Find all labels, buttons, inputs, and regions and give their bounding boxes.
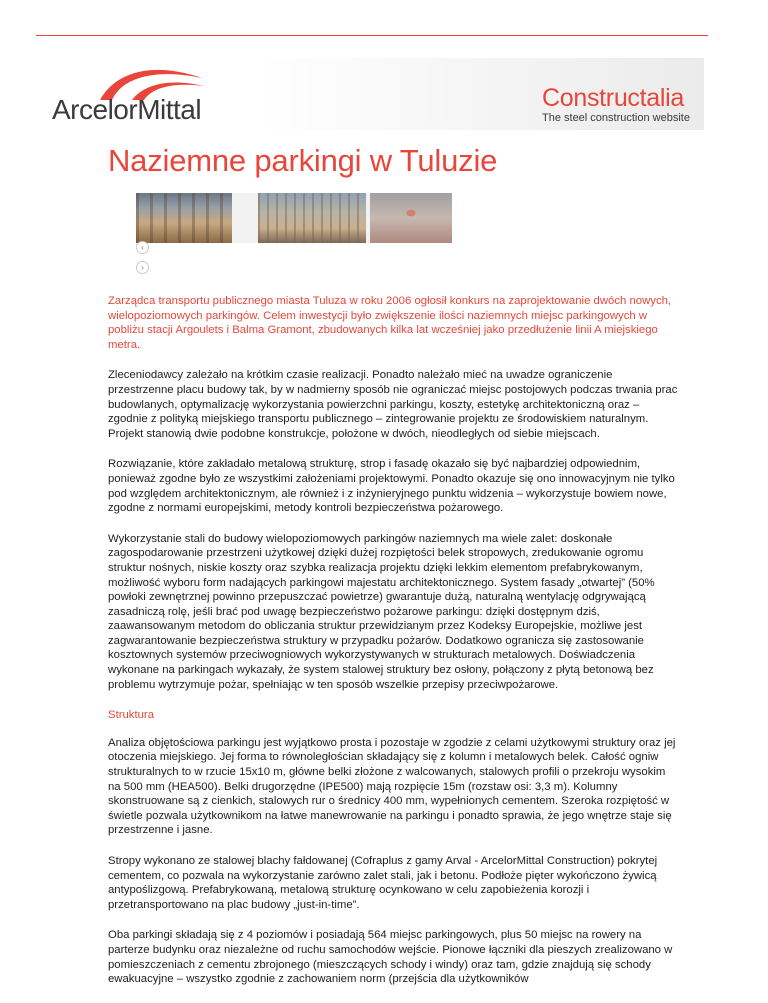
- chevron-right-icon: ›: [141, 263, 144, 272]
- gallery-next-button[interactable]: [136, 261, 149, 274]
- arcelormittal-wordmark: ArcelorMittal: [52, 94, 202, 125]
- constructalia-logo: Constructalia: [542, 84, 684, 112]
- gallery-thumbnail-1[interactable]: [136, 193, 232, 243]
- page-title: Naziemne parkingi w Tuluzie: [108, 143, 498, 178]
- chevron-left-icon: ‹: [141, 243, 144, 252]
- paragraph-2: Rozwiązanie, które zakładało metalową strukturę, strop i fasadę okazało się być najbardziej odpowiednim, ponieważ zgodne było ze wszystkimi założeniami projektowymi. Ponadto okazuje się ono innowacyjnym nie tylko pod względem architektonicznym, ale również i z inżynieryjnego punktu widzenia – wykorzystuje bowiem nowe, zgodne z normami europejskimi, metody kontroli bezpieczeństwa pożarowego.: [108, 458, 675, 515]
- paragraph-6: Oba parkingi składają się z 4 poziomów i posiadają 564 miejsc parkingowych, plus 50 miejsc na rowery na parterze budynku oraz niezależne od ruchu samochodów wejście. Pionowe łączniki dla pieszych zrealizowano w pomieszczeniach z cementu zbrojonego (mieszczących schody i windy) oraz tam, gdzie znajdują się schody ewakuacyjne – wszystko zgodnie z zachowaniem norm (przejścia dla użytkowników: [108, 929, 673, 986]
- arcelormittal-logo: [52, 54, 242, 126]
- constructalia-tagline: The steel construction website: [542, 112, 690, 124]
- article-body: [108, 294, 680, 1003]
- gallery-prev-button[interactable]: [136, 241, 149, 254]
- paragraph-5: Stropy wykonano ze stalowej blachy fałdowanej (Cofraplus z gamy Arval - ArcelorMittal Construction) pokrytej cementem, co pozwala na wykorzystanie zarówno zalet stali, jak i betonu. Podłoże pięter wykończono żywicą antypoślizgową. Prefabrykowaną, metalową strukturę ocynkowano w celu zapobieżenia korozji i przetransportowano na plac budowy „just-in-time”.: [108, 855, 658, 911]
- paragraph-1: Zleceniodawcy zależało na krótkim czasie realizacji. Ponadto należało mieć na uwadze ograniczenie przestrzenne placu budowy tak, by w nadmierny sposób nie ograniczać miejsc postojowych podczas trwania prac budowlanych, optymalizację wykorzystania powierzchni parkingu, koszty, estetykę architektoniczną oraz – zgodnie z polityką miejskiego transportu publicznego – zintegrowanie projektu ze środowiskiem naturalnym. Projekt stanowią dwie podobne konstrukcje, położone w dwóch, nieodległych od siebie miejscach.: [108, 369, 678, 440]
- gallery-thumbnail-2[interactable]: [258, 193, 366, 243]
- paragraph-3: Wykorzystanie stali do budowy wielopoziomowych parkingów naziemnych ma wiele zalet: doskonałe zagospodarowanie przestrzeni użytkowej dzięki dużej rozpiętości belek stropowych, zredukowanie ogromu struktur nośnych, niskie koszty oraz szybka realizacja projektu dzięki lekkim elementom prefabrykowanym, możliwość wyboru form nadających parkingowi majestatu architektonicznego. System fasady „otwartej” (50% powłoki zewnętrznej powinno przepuszczać powietrze) gwarantuje dużą, naturalną wentylację odgrywającą zasadniczą rolę, jeśli brać pod uwagę bezpieczeństwo pożarowe parkingu: dzięki dostępnym dziś, zaawansowanym metodom do obliczania struktur przewidzianym przez Kodeksy Europejskie, możliwe jest zagwarantowanie bezpieczeństwa struktury w przypadku pożarów. Dodatkowo ogranicza się zastosowanie kosztownych systemów przeciwogniowych wykorzystywanych w strukturach metalowych. Doświadczenia wykonane na parkingach wykazały, że system stalowej struktury bez osłony, połączony z płytą betonową bez problemu wytrzymuje pożar, spełniając w ten sposób wszelkie przepisy przeciwpożarowe.: [108, 532, 655, 691]
- section-heading-struktura: Struktura: [108, 709, 155, 722]
- paragraph-4: Analiza objętościowa parkingu jest wyjątkowo prosta i pozostaje w zgodzie z celami użytkowymi struktury oraz jej otoczenia miejskiego. Jej forma to równoległościan składający się z kolumn i metalowych belek. Całość ogniw strukturalnych to w rzucie 15x10 m, główne belki złożone z walcowanych, stalowych profili o przekroju wysokim na 500 mm (HEA500). Belki drugorzędne (IPE500) mają rozpięcie 15m (rozstaw osi: 3,3 m). Kolumny skonstruowane są z cienkich, stalowych rur o średnicy 400 mm, wypełnionych cementem. Szeroka rozpiętość w świetle pozwala użytkownikom na łatwe manewrowanie na parkingu i ponadto sprawia, że jego wnętrze staje się przestrzenne i jasne.: [108, 736, 676, 837]
- gallery-thumbnail-3[interactable]: [370, 193, 452, 243]
- lead-paragraph: Zarządca transportu publicznego miasta Tuluza w roku 2006 ogłosił konkurs na zaprojektowanie dwóch nowych, wielopoziomowych parkingów. Celem inwestycji było zwiększenie ilości naziemnych miejsc parkingowych w pobliżu stacji Argoulets i Balma Gramont, zbudowanych kilka lat wcześniej jako przedłużenie linii A miejskiego metra.: [108, 295, 672, 351]
- image-gallery: [136, 193, 452, 243]
- header-rule: [36, 35, 708, 36]
